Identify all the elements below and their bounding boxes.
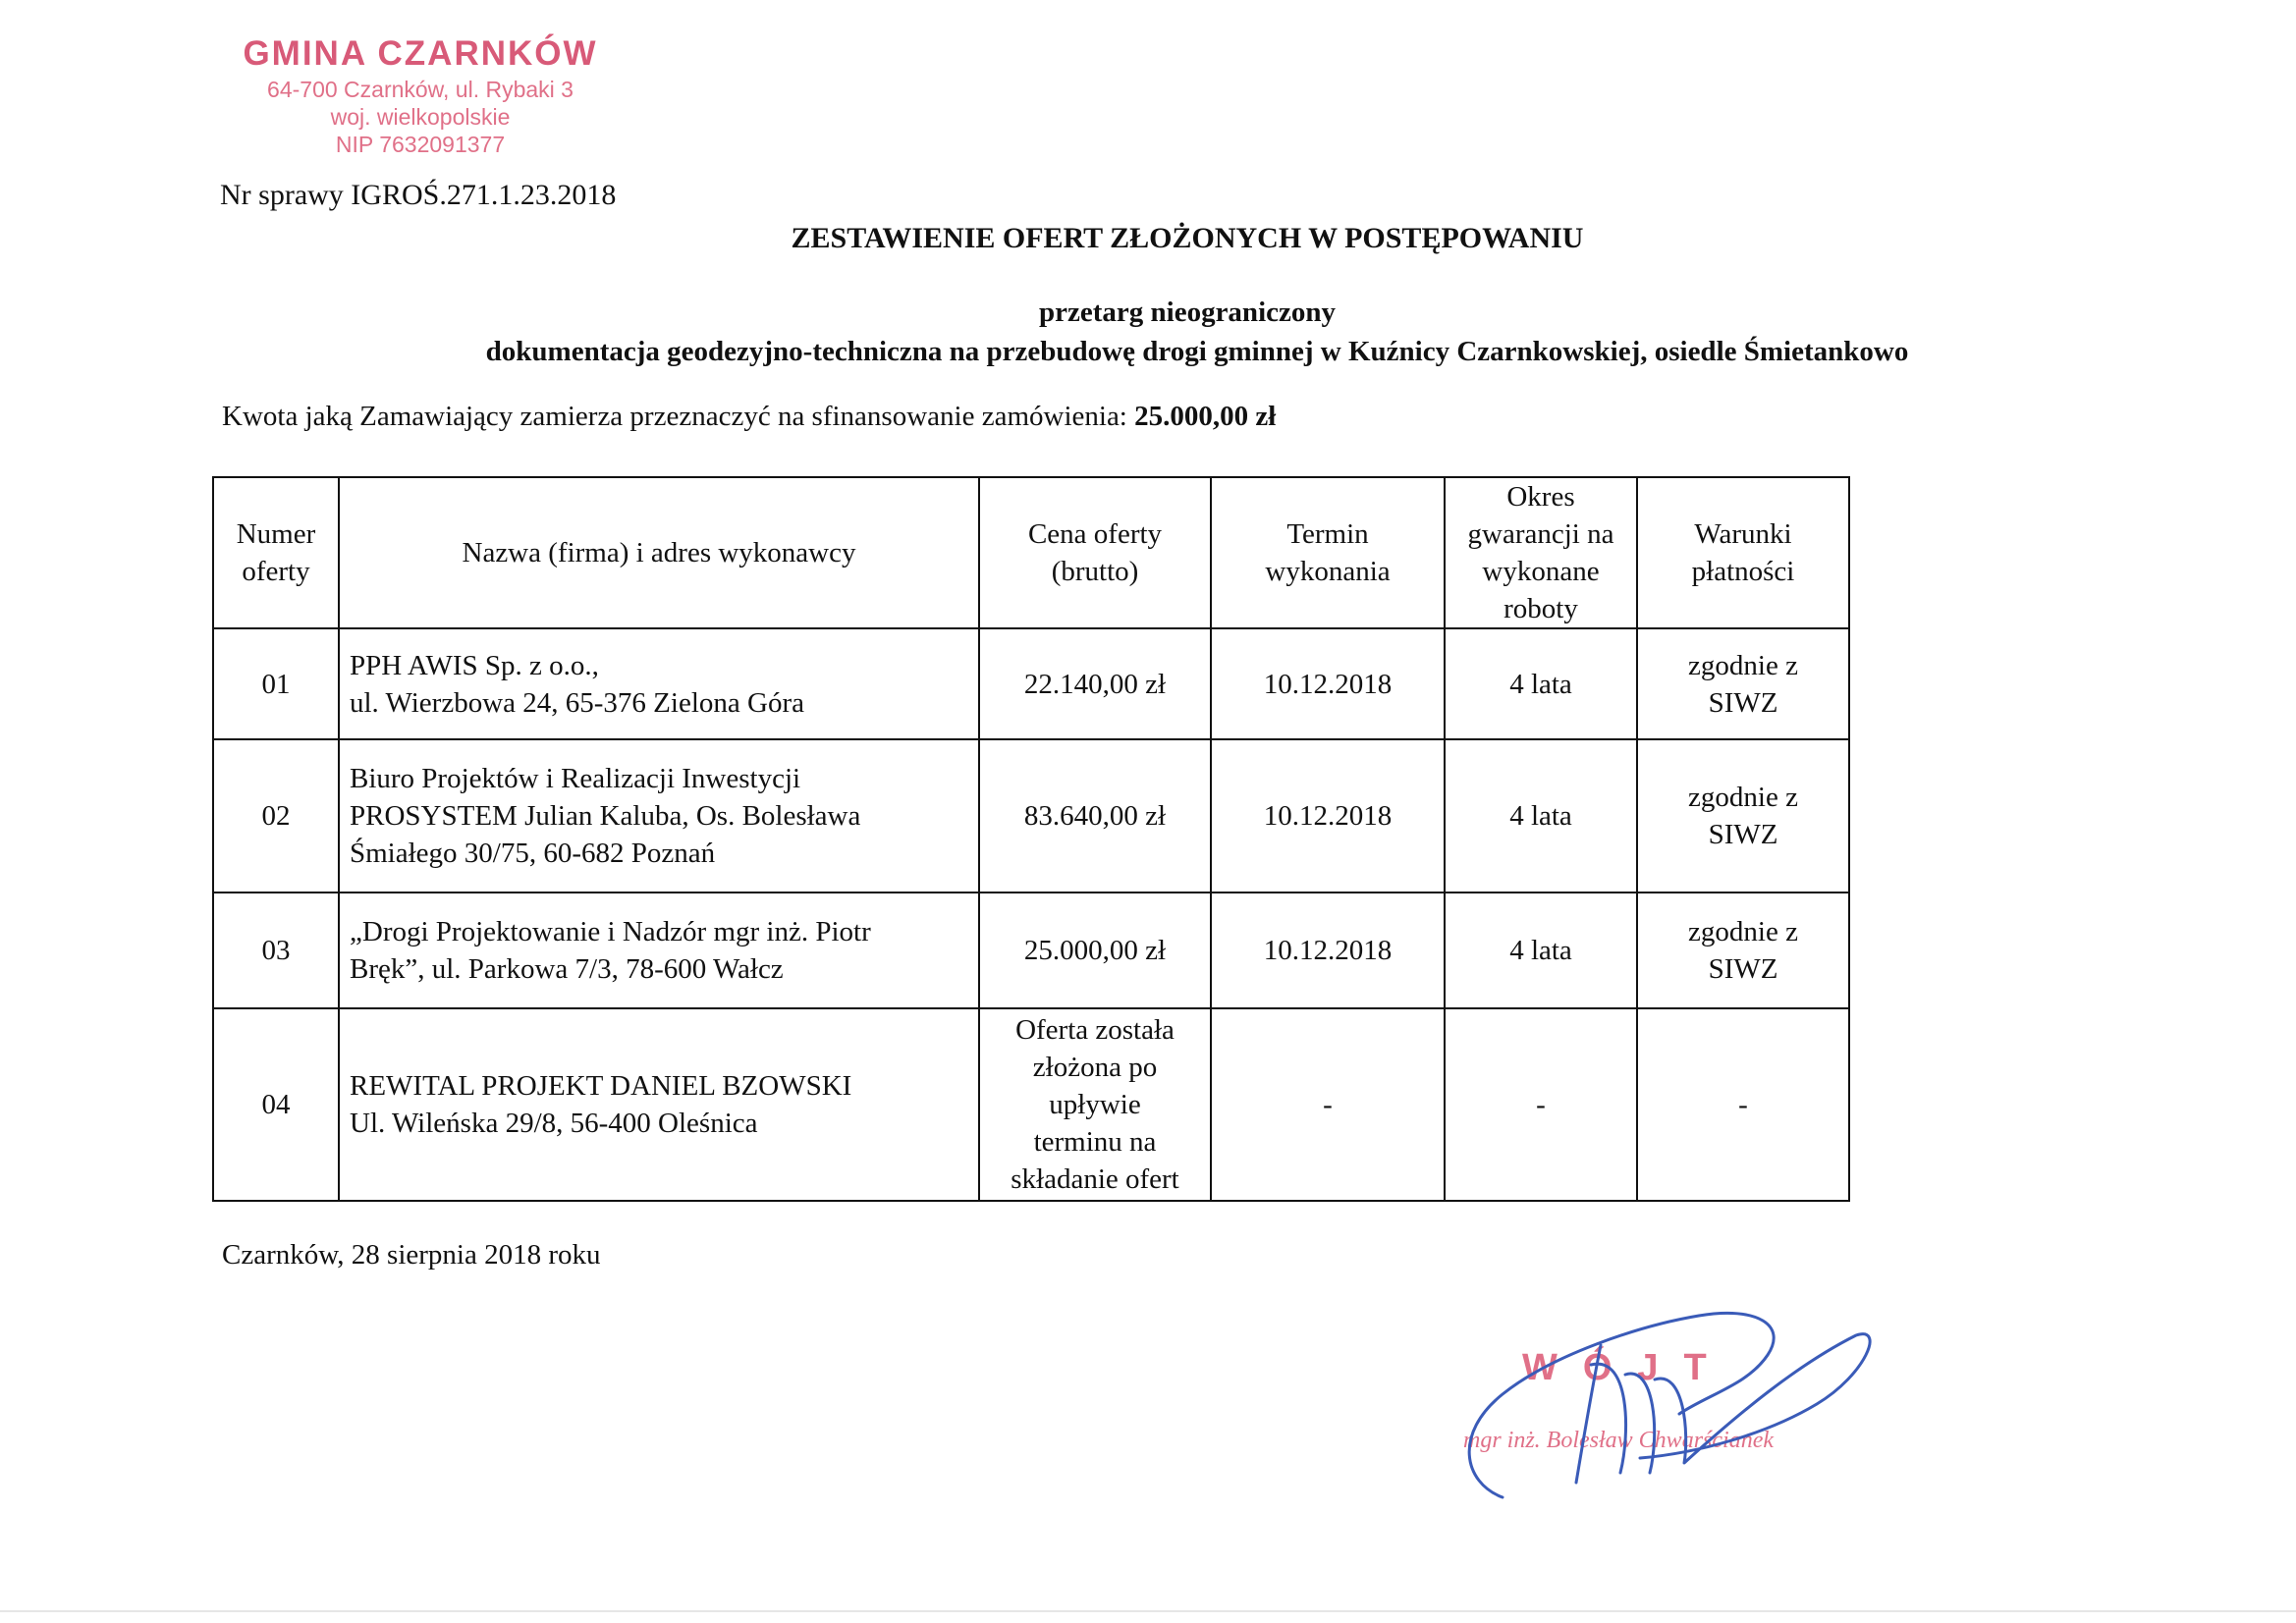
warranty-cell: 4 lata [1445,893,1637,1008]
warranty-cell: 4 lata [1445,628,1637,739]
budget-text: Kwota jaką Zamawiający zamierza przeznaczyć na sfinansowanie zamówienia: [222,401,1127,432]
contractor-cell: „Drogi Projektowanie i Nadzór mgr inż. Piotr Bręk”, ul. Parkowa 7/3, 78-600 Wałcz [339,893,979,1008]
procedure-mode: przetarg nieograniczony [1038,297,1336,328]
price-cell: Oferta została złożona po upływie terminu na składanie ofert [979,1008,1211,1201]
stamp-address: 64-700 Czarnków, ul. Rybaki 3 [267,76,574,102]
official-name-stamp: mgr inż. Bolesław Chwarścianek [1463,1428,1774,1453]
stamp-region: woj. wielkopolskie [330,103,511,130]
offer-number: 03 [213,893,339,1008]
page-edge-divider [0,1610,2296,1612]
budget-statement [222,401,1276,433]
table-row [213,1008,1849,1201]
offer-number: 02 [213,739,339,893]
header-offer-number: Numer oferty [213,477,339,628]
header-contractor: Nazwa (firma) i adres wykonawcy [339,477,979,628]
payment-cell: zgodnie z SIWZ [1637,893,1849,1008]
offer-number: 01 [213,628,339,739]
procurement-subject: dokumentacja geodezyjno-techniczna na przebudowę drogi gminnej w Kuźnicy Czarnkowskiej, osiedle Śmietankowo [485,336,1909,367]
table-header-row [213,477,1849,628]
table-row [213,628,1849,739]
deadline-cell: 10.12.2018 [1211,893,1445,1008]
case-number: Nr sprawy IGROŚ.271.1.23.2018 [220,179,617,211]
contractor-cell: Biuro Projektów i Realizacji Inwestycji PROSYSTEM Julian Kaluba, Os. Bolesława Śmiałego 30/75, 60-682 Poznań [339,739,979,893]
warranty-cell: 4 lata [1445,739,1637,893]
table-row [213,893,1849,1008]
deadline-cell: - [1211,1008,1445,1201]
offer-number: 04 [213,1008,339,1201]
payment-cell: - [1637,1008,1849,1201]
deadline-cell: 10.12.2018 [1211,628,1445,739]
header-payment: Warunki płatności [1637,477,1849,628]
payment-cell: zgodnie z SIWZ [1637,739,1849,893]
place-and-date: Czarnków, 28 sierpnia 2018 roku [222,1239,601,1271]
document-title: ZESTAWIENIE OFERT ZŁOŻONYCH W POSTĘPOWANIU [791,222,1584,254]
deadline-cell: 10.12.2018 [1211,739,1445,893]
table-row [213,739,1849,893]
municipality-stamp [234,33,607,158]
header-warranty: Okres gwarancji na wykonane roboty [1445,477,1637,628]
price-cell: 25.000,00 zł [979,893,1211,1008]
budget-amount: 25.000,00 zł [1134,401,1277,432]
stamp-name: GMINA CZARNKÓW [243,34,598,73]
warranty-cell: - [1445,1008,1637,1201]
contractor-cell: PPH AWIS Sp. z o.o., ul. Wierzbowa 24, 65-376 Zielona Góra [339,628,979,739]
price-cell: 83.640,00 zł [979,739,1211,893]
header-price: Cena oferty (brutto) [979,477,1211,628]
signature-block [1444,1286,1915,1512]
header-deadline: Termin wykonania [1211,477,1445,628]
payment-cell: zgodnie z SIWZ [1637,628,1849,739]
stamp-nip: NIP 7632091377 [335,131,506,157]
offers-table [212,476,1850,1202]
office-stamp: WÓJT [1522,1347,1732,1388]
contractor-cell: REWITAL PROJEKT DANIEL BZOWSKI Ul. Wileńska 29/8, 56-400 Oleśnica [339,1008,979,1201]
handwritten-signature [1444,1286,1915,1512]
price-cell: 22.140,00 zł [979,628,1211,739]
